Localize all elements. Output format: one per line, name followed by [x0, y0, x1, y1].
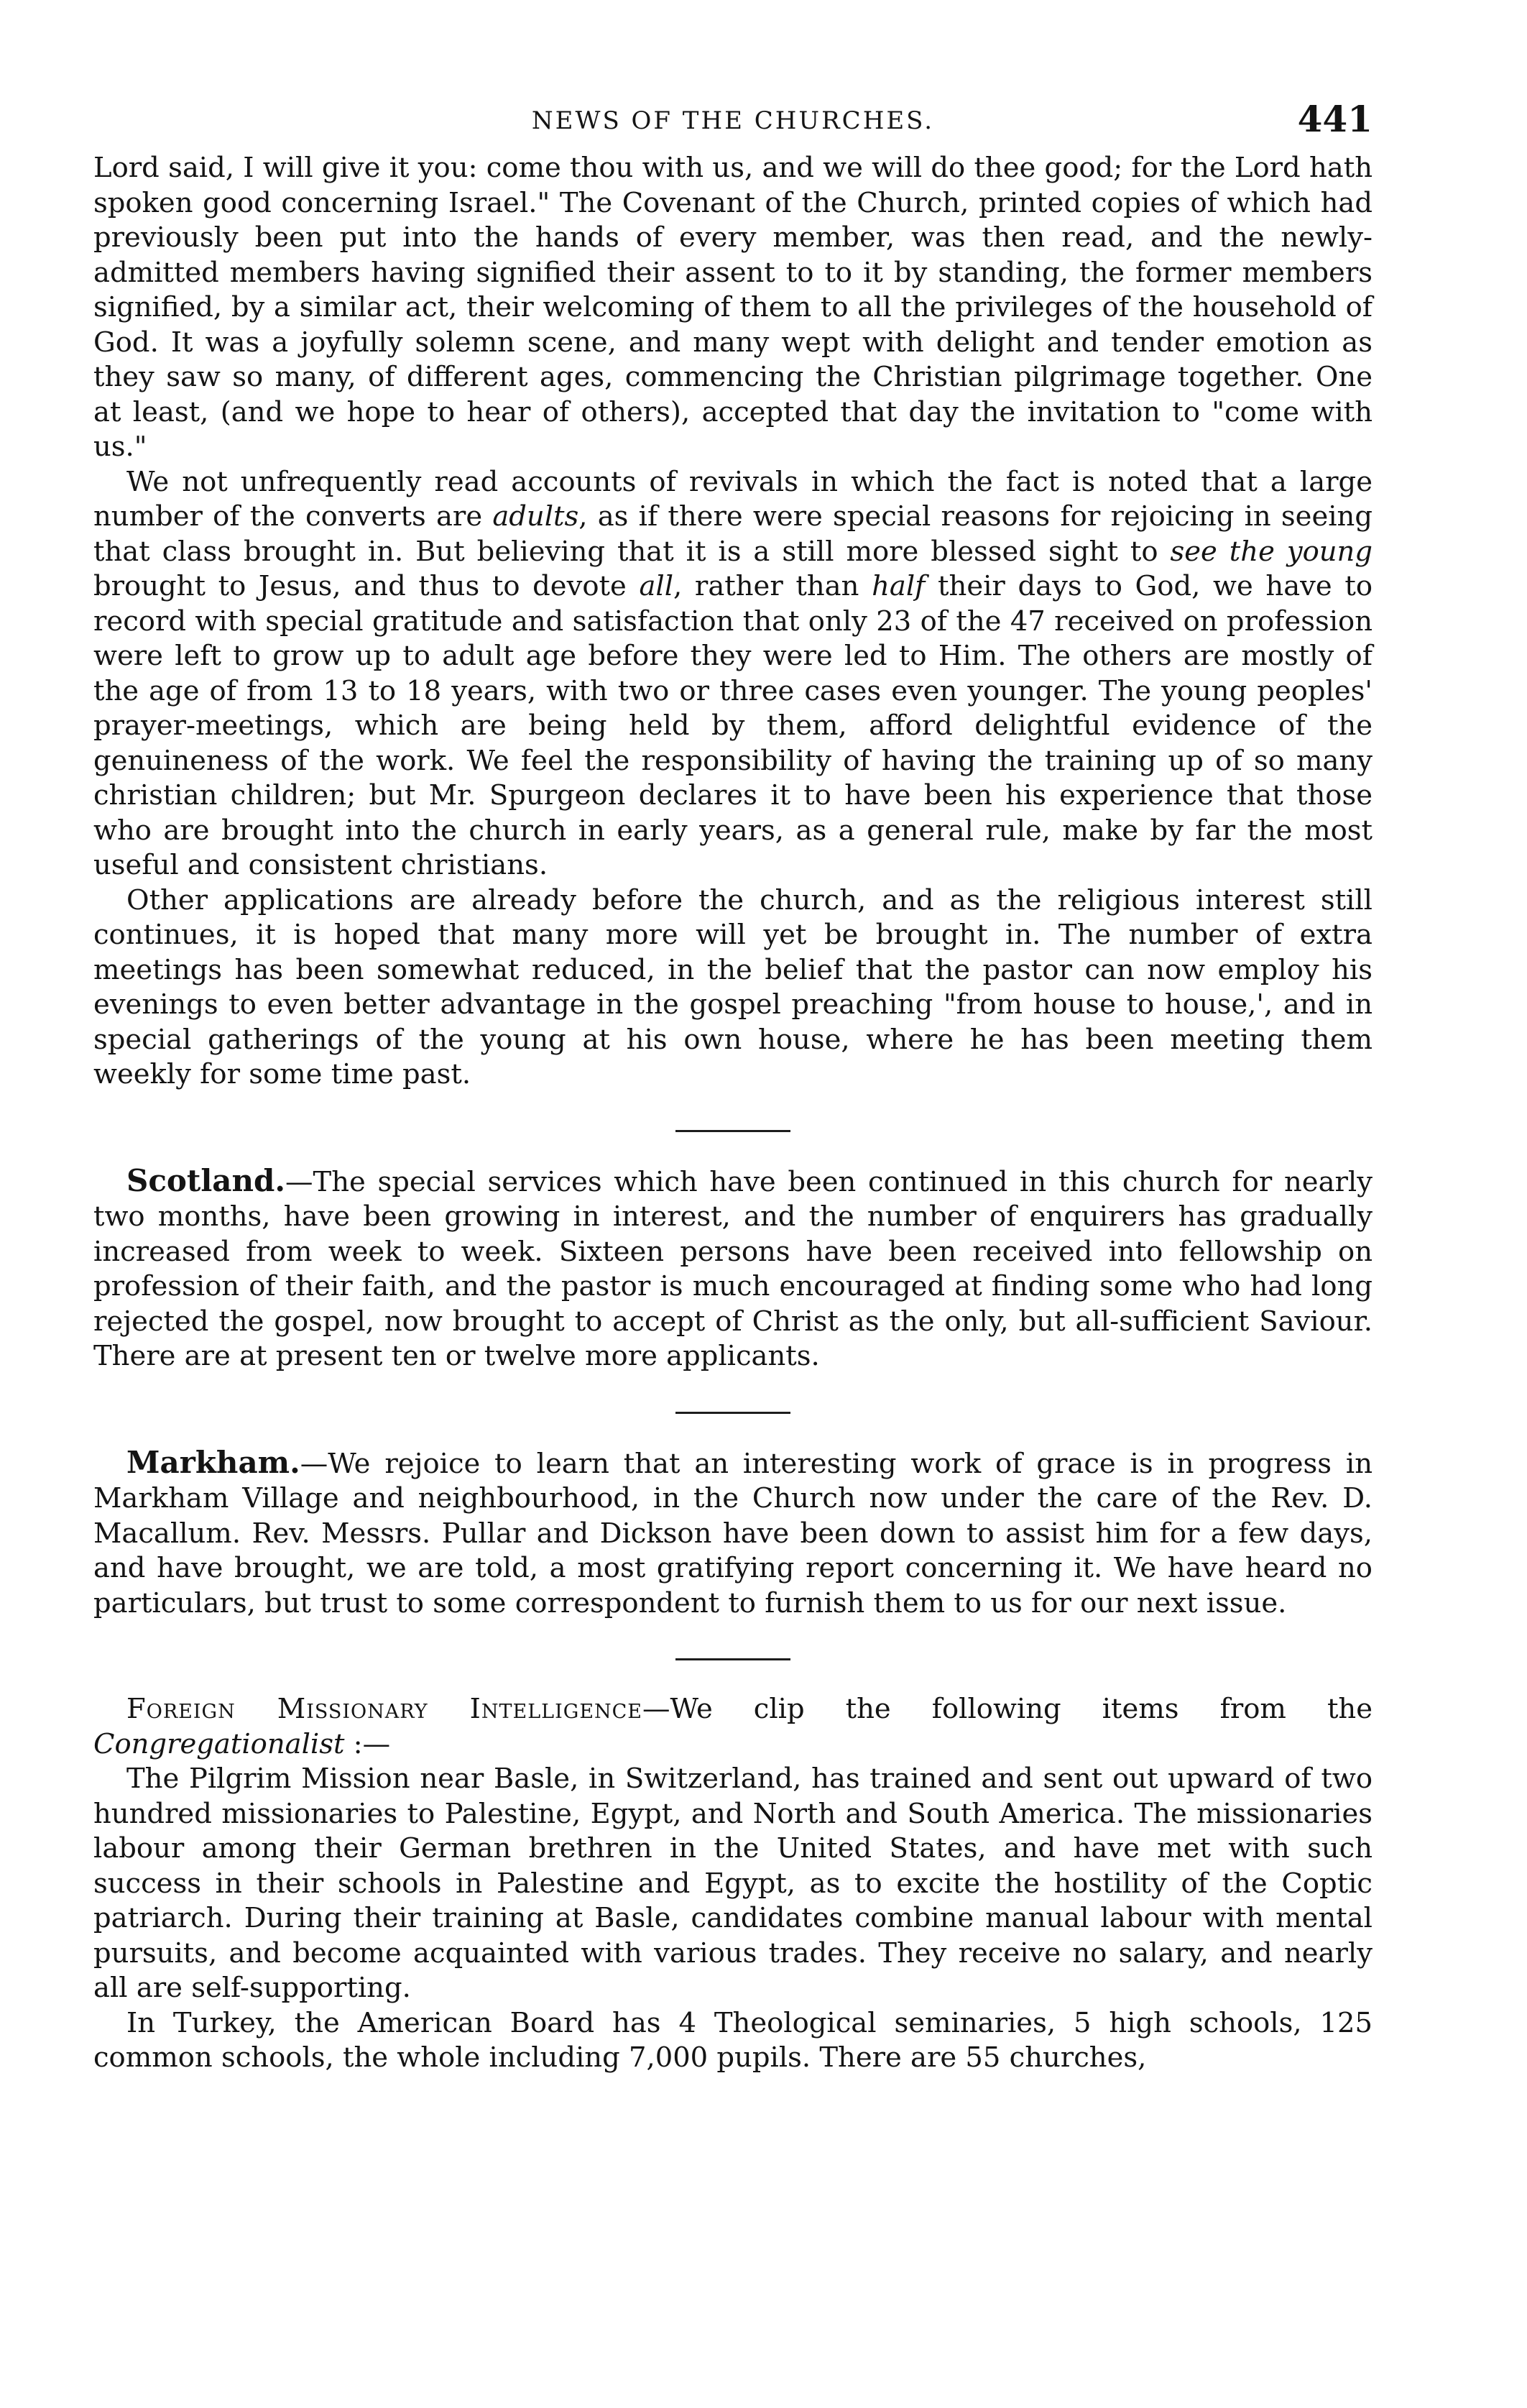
italic-run: adults: [492, 500, 579, 533]
paragraph-other-applications: Other applications are already before the church, and as the religious interest still continues, it is hoped that many more will yet be brought in. The number of extra meetings has been somewhat reduced, in the belief that the pastor can now employ his evenings to even better advantage in the gospel preaching "from house to house,', and in special gatherings of the young at his own house, where he has been meeting them weekly for some time past.: [93, 883, 1373, 1090]
paragraph-young-converts: [93, 465, 1373, 883]
italic-run: Congregationalist: [93, 1727, 345, 1760]
section-text: —We rejoice to learn that an interesting work of grace is in progress in Markham Village and neighbourhood, in the Church now under the care of the Rev. D. Macallum. Rev. Messrs. Pullar and Dickson have been down to assist him for a few days, and have brought, we are told, a most gratifying report concerning it. We have heard no particulars, but trust to some correspondent to furnish them to us for our next issue.: [93, 1447, 1373, 1619]
text-run: —We clip the following items from the: [642, 1693, 1373, 1725]
italic-run: all: [639, 570, 674, 602]
document-page: [93, 72, 1373, 2076]
section-divider: [675, 1130, 790, 1132]
text-run: , as if there were special reasons for rejoicing in seeing that class brought in. But believing that it is a still more blessed sight to: [93, 500, 1373, 568]
running-head: [93, 93, 1373, 151]
section-heading-markham: Markham.: [126, 1444, 300, 1480]
text-run: brought to Jesus, and thus to devote: [93, 570, 640, 602]
text-run: their days to God, we have to record with special gratitude and satisfaction that only 23 of the 47 received on profession were left to grow up to adult age before they were led to Him. The others are mostly of the age of from 13 to 18 years, with two or three cases even younger. The young peoples' prayer-meetings, which are being held by them, afford delightful evidence of the genuineness of the work. We feel the responsibility of having the training up of so many christian children; but Mr. Spurgeon declares it to have been his experience that those who are brought into the church in early years, as a general rule, make by far the most useful and consistent christians.: [93, 570, 1373, 881]
paragraph-continuation: Lord said, I will give it you: come thou with us, and we will do thee good; for the Lord hath spoken good concerning Israel." The Covenant of the Church, printed copies of which had previously been put into the hands of every member, was then read, and the newly-admitted members having signified their assent to to it by standing, the former members signified, by a similar act, their welcoming of them to all the privileges of the household of God. It was a joyfully solemn scene, and many wept with delight and tender emotion as they saw so many, of different ages, commencing the Christian pilgrimage together. One at least, (and we hope to hear of others), accepted that day the invitation to "come with us.": [93, 152, 1373, 463]
section-divider: [675, 1412, 790, 1414]
article-body: [93, 151, 1373, 2076]
running-title: NEWS OF THE CHURCHES.: [531, 106, 935, 135]
section-text: —The special services which have been continued in this church for nearly two months, have been growing in interest, and the number of enquirers has gradually increased from week to week. Sixteen persons have been received into fellowship on profession of their faith, and the pastor is much encouraged at finding some who had long rejected the gospel, now brought to accept of Christ as the only, but all-sufficient Saviour. There are at present ten or twelve more applicants.: [93, 1165, 1373, 1372]
paragraph-pilgrim-mission: The Pilgrim Mission near Basle, in Switzerland, has trained and sent out upward of two hundred missionaries to Palestine, Egypt, and North and South America. The missionaries labour among their German brethren in the United States, and have met with such success in their schools in Palestine and Egypt, as to excite the hostility of the Coptic patriarch. During their training at Basle, candidates combine manual labour with mental pursuits, and become acquainted with various trades. They receive no salary, and nearly all are self-supporting.: [93, 1763, 1373, 2004]
italic-run: half: [872, 570, 926, 602]
page-number: 441: [1297, 98, 1373, 140]
text-run: , rather than: [673, 570, 872, 602]
section-scotland: [93, 1164, 1373, 1374]
section-markham: [93, 1446, 1373, 1622]
section-heading-foreign: Foreign Missionary Intelligence: [126, 1693, 643, 1725]
section-heading-scotland: Scotland.: [126, 1162, 286, 1198]
paragraph-turkey: In Turkey, the American Board has 4 Theological seminaries, 5 high schools, 125 common schools, the whole including 7,000 pupils. There are 55 churches,: [93, 2006, 1373, 2074]
text-run: We not unfrequently read accounts of revivals in which the fact is noted that a large number of the converts are: [93, 465, 1373, 533]
italic-run: see the young: [1170, 535, 1373, 568]
section-foreign-missionary: [93, 1692, 1373, 1762]
text-run: :—: [344, 1727, 391, 1760]
section-divider: [675, 1658, 790, 1660]
